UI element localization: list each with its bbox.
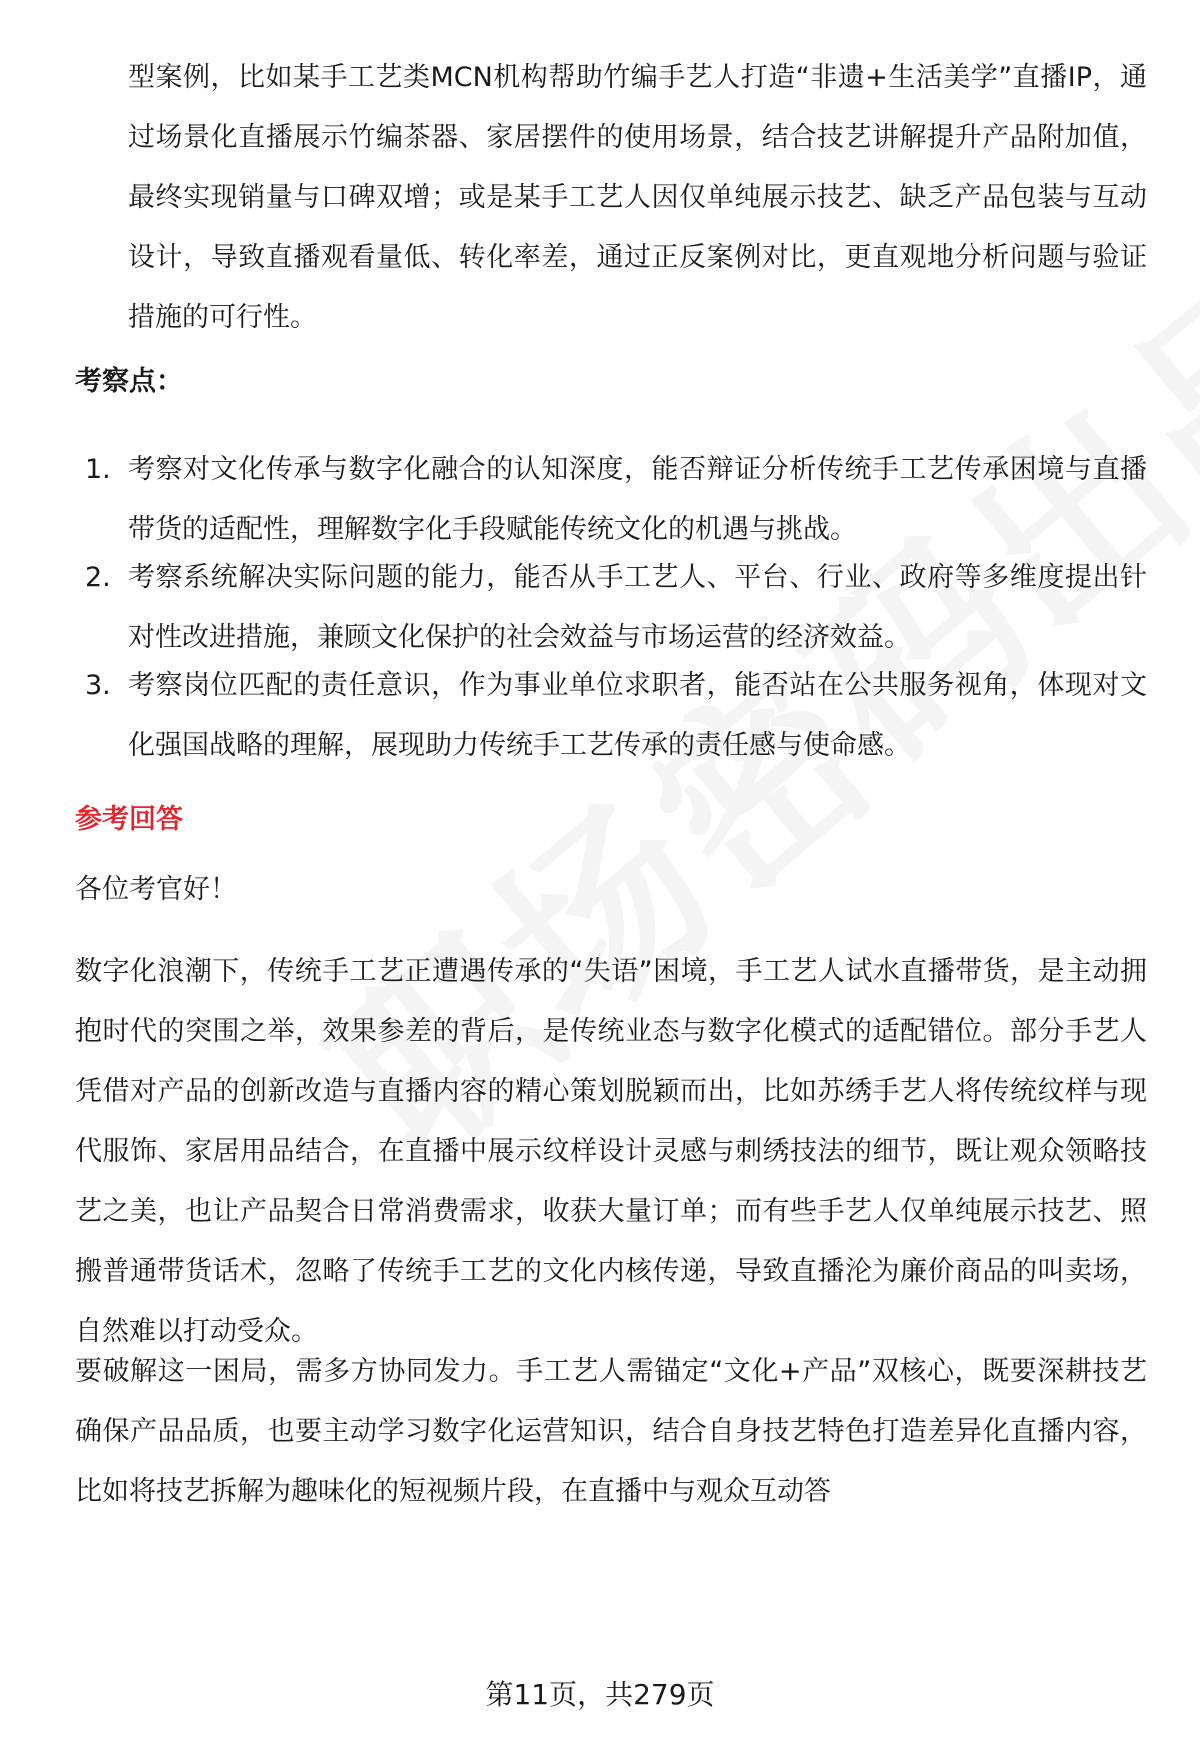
list-item-text: 考察岗位匹配的责任意识，作为事业单位求职者，能否站在公共服务视角，体现对文化强国战略的理解，展现助力传统手工艺传承的责任感与使命感。 — [128, 670, 1147, 761]
list-item-number: 2. — [85, 562, 111, 593]
intro-paragraph: 型案例，比如某手工艺类MCN机构帮助竹编手艺人打造“非遗+生活美学”直播IP，通过场景化直播展示竹编茶器、家居摆件的使用场景，结合技艺讲解提升产品附加值，最终实现销量与口碑双增；或是某手工艺人因仅单纯展示技艺、缺乏产品包装与互动设计，导致直播观看量低、转化率差，通过正反案例对比，更直观地分析问题与验证措施的可行性。 — [128, 62, 1147, 333]
list-item — [85, 656, 1147, 776]
greeting: 各位考官好！ — [75, 874, 237, 905]
list-item-number: 3. — [85, 670, 111, 701]
list-item-text: 考察对文化传承与数字化融合的认知深度，能否辩证分析传统手工艺传承困境与直播带货的适配性，理解数字化手段赋能传统文化的机遇与挑战。 — [128, 454, 1147, 545]
answer-paragraph-1: 数字化浪潮下，传统手工艺正遭遇传承的“失语”困境，手工艺人试水直播带货，是主动拥抱时代的突围之举，效果参差的背后，是传统业态与数字化模式的适配错位。部分手艺人凭借对产品的创新改造与直播内容的精心策划脱颖而出，比如苏绣手艺人将传统纹样与现代服饰、家居用品结合，在直播中展示纹样设计灵感与刺绣技法的细节，既让观众领略技艺之美，也让产品契合日常消费需求，收获大量订单；而有些手艺人仅单纯展示技艺、照搬普通带货话术，忽略了传统手工艺的文化内核传递，导致直播沦为廉价商品的叫卖场，自然难以打动受众。 — [75, 956, 1147, 1347]
page-number: 第11页，共279页 — [485, 1678, 715, 1711]
kaochadian-heading: 考察点： — [75, 366, 183, 397]
answer-paragraph-2: 要破解这一困局，需多方协同发力。手工艺人需锚定“文化+产品”双核心，既要深耕技艺确保产品品质，也要主动学习数字化运营知识，结合自身技艺特色打造差异化直播内容，比如将技艺拆解为趣味化的短视频片段，在直播中与观众互动答 — [75, 1356, 1147, 1507]
list-item-text: 考察系统解决实际问题的能力，能否从手工艺人、平台、行业、政府等多维度提出针对性改进措施，兼顾文化保护的社会效益与市场运营的经济效益。 — [128, 562, 1147, 653]
list-item-number: 1. — [85, 454, 111, 485]
list-item — [85, 440, 1147, 560]
answer-heading: 参考回答 — [75, 804, 183, 835]
list-item — [85, 548, 1147, 668]
